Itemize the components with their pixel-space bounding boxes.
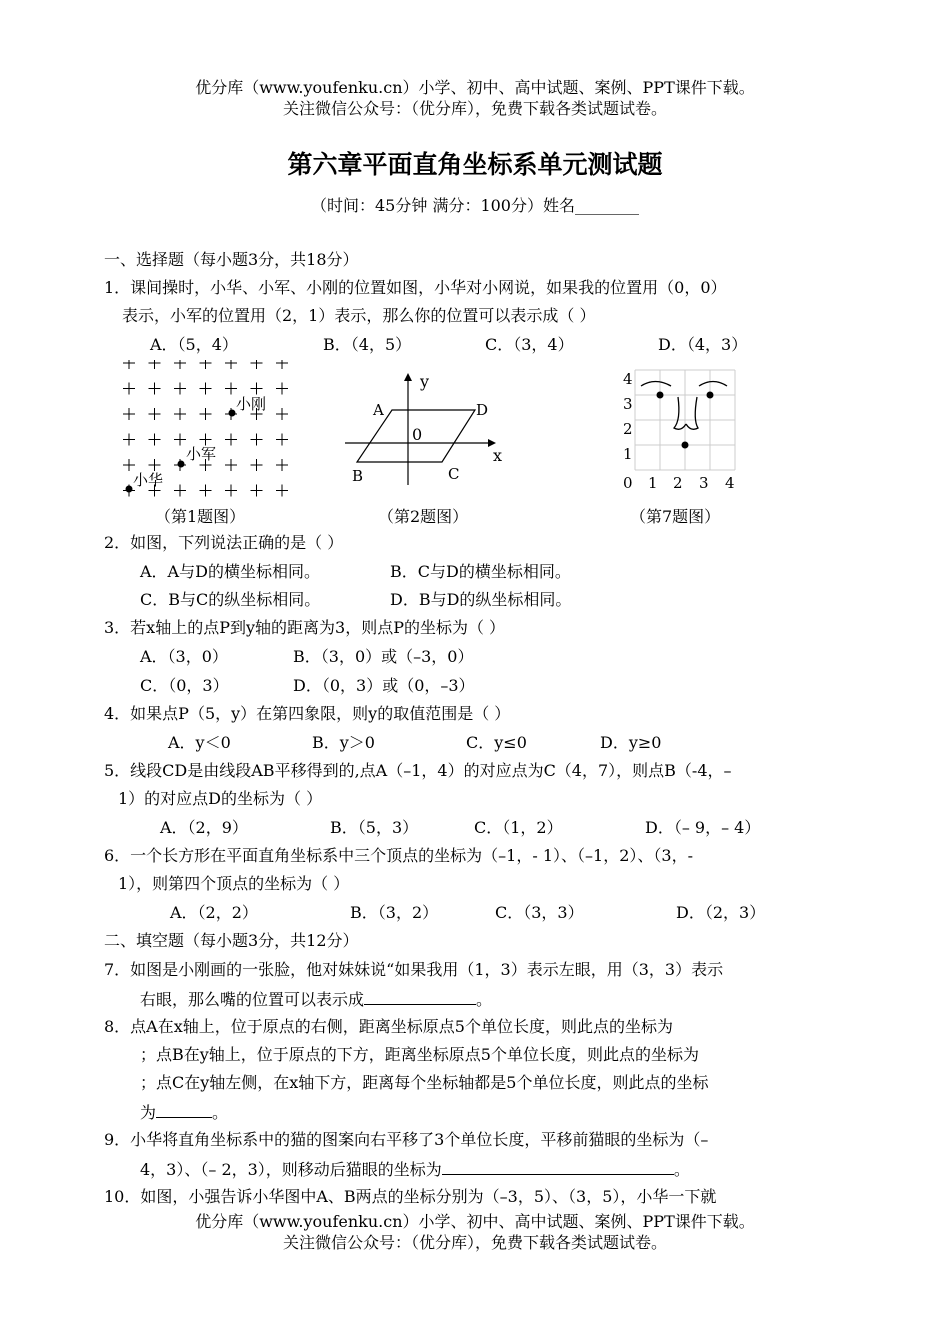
q1-option-b: B．（4，5）	[323, 335, 412, 354]
q8-answer-blank[interactable]	[156, 1101, 212, 1118]
q2-stem: 2．如图，下列说法正确的是（ ）	[104, 533, 344, 552]
q2-option-d: D．B与D的纵坐标相同。	[390, 590, 572, 609]
page-title: 第六章平面直角坐标系单元测试题	[287, 150, 663, 179]
q4-option-a: A．y＜0	[168, 733, 231, 752]
q1-option-c: C．（3，4）	[485, 335, 574, 354]
q3-option-c: C．（0，3）	[140, 676, 229, 695]
footer-line-2: 关注微信公众号：（优分库），免费下载各类试题试卷。	[282, 1233, 667, 1252]
q8-stem-text: 为	[140, 1103, 157, 1122]
y-tick-1: 1	[623, 445, 633, 463]
figure-1-caption: （第1题图）	[155, 507, 246, 526]
q5-stem-line2: 1）的对应点D的坐标为（ ）	[118, 789, 323, 808]
q7-stem-text: 右眼，那么嘴的位置可以表示成	[140, 990, 365, 1009]
footer-line-1: 优分库（www.youfenku.cn）小学、初中、高中试题、案例、PPT课件下载。	[195, 1212, 755, 1231]
figure-7-caption: （第7题图）	[630, 507, 721, 526]
figure-2-caption: （第2题图）	[378, 507, 469, 526]
q6-stem-line1: 6．一个长方形在平面直角坐标系中三个顶点的坐标为（–1，- 1）、（–1，2）、（3，-	[104, 846, 693, 865]
q1-option-a: A．（5，4）	[150, 335, 238, 354]
y-tick-3: 3	[623, 395, 633, 413]
q7-period: 。	[476, 990, 493, 1009]
xiaogang-point	[229, 410, 236, 417]
q2-option-b: B．C与D的横坐标相同。	[390, 562, 571, 581]
xiaogang-label: 小刚	[236, 395, 267, 413]
q6-option-b: B．（3，2）	[350, 903, 439, 922]
q6-option-d: D．（2，3）	[676, 903, 766, 922]
q3-option-a: A．（3，0）	[140, 647, 228, 666]
q1-option-d: D．（4，3）	[658, 335, 748, 354]
xiaohua-label: 小华	[133, 471, 164, 489]
q5-option-d: D．（– 9，– 4）	[645, 818, 761, 837]
q3-option-b: B．（3，0）或（–3，0）	[293, 647, 474, 666]
xiaohua-point	[126, 486, 133, 493]
y-tick-2: 2	[623, 420, 633, 438]
figure-1-grid	[118, 360, 293, 500]
q6-option-a: A．（2，2）	[170, 903, 258, 922]
q5-stem-line1: 5．线段CD是由线段AB平移得到的,点A（–1，4）的对应点为C（4，7），则点B（-4，–	[104, 761, 732, 780]
exam-info: （时间：45分钟 满分：100分）姓名________	[311, 196, 639, 215]
figure-7-face	[615, 362, 750, 497]
q7-stem-line1: 7．如图是小刚画的一张脸，他对妹妹说“如果我用（1，3）表示左眼，用（3，3）表示	[104, 960, 724, 979]
section-fill-heading: 二、填空题（每小题3分，共12分）	[104, 931, 359, 950]
x-tick-4: 4	[725, 474, 735, 492]
q4-option-d: D．y≥0	[600, 733, 662, 752]
q8-stem-line3: ；点C在y轴左侧，在x轴下方，距离每个坐标轴都是5个单位长度，则此点的坐标	[140, 1073, 709, 1092]
left-eye	[657, 392, 664, 399]
q6-stem-line2: 1），则第四个顶点的坐标为（ ）	[118, 874, 350, 893]
q8-stem-line4	[140, 1101, 228, 1123]
q8-stem-line1: 8．点A在x轴上，位于原点的右侧，距离坐标原点5个单位长度，则此点的坐标为	[104, 1017, 673, 1036]
q3-option-d: D．（0，3）或（0，–3）	[293, 676, 475, 695]
q7-answer-blank[interactable]	[364, 988, 476, 1005]
q1-stem-line1: 1．课间操时，小华、小军、小刚的位置如图，小华对小网说，如果我的位置用（0，0）	[104, 278, 727, 297]
q3-stem: 3．若x轴上的点P到y轴的距离为3，则点P的坐标为（ ）	[104, 618, 506, 637]
header-line-2: 关注微信公众号：（优分库），免费下载各类试题试卷。	[282, 99, 667, 118]
q4-stem: 4．如果点P（5，y）在第四象限，则y的取值范围是（ ）	[104, 704, 511, 723]
right-eye	[707, 392, 714, 399]
y-tick-4: 4	[623, 370, 633, 388]
section-choice-heading: 一、选择题（每小题3分，共18分）	[104, 250, 359, 269]
q6-option-c: C．（3，3）	[495, 903, 584, 922]
x-axis-label: x	[493, 446, 503, 465]
x-tick-0: 0	[623, 474, 633, 492]
x-tick-3: 3	[699, 474, 709, 492]
q8-stem-line2: ；点B在y轴上，位于原点的下方，距离坐标原点5个单位长度，则此点的坐标为	[140, 1045, 699, 1064]
mouth-point	[682, 442, 689, 449]
q4-option-c: C．y≤0	[466, 733, 527, 752]
q1-stem-line2: 表示，小军的位置用（2，1）表示，那么你的位置可以表示成（ ）	[122, 306, 596, 325]
origin-label: 0	[412, 425, 423, 444]
q5-option-c: C．（1，2）	[474, 818, 563, 837]
q10-stem-line1: 10．如图，小强告诉小华图中A、B两点的坐标分别为（–3，5）、（3，5），小华一下就	[104, 1187, 717, 1206]
point-c-label: C	[448, 465, 460, 483]
q9-period: 。	[673, 1160, 690, 1179]
y-axis-label: y	[420, 372, 430, 391]
figure-2-parallelogram	[340, 365, 520, 495]
point-b-label: B	[352, 467, 364, 485]
q9-stem-text: 4，3）、（– 2，3），则移动后猫眼的坐标为	[140, 1160, 442, 1179]
q9-stem-line1: 9．小华将直角坐标系中的猫的图案向右平移了3个单位长度，平移前猫眼的坐标为（–	[104, 1130, 709, 1149]
q2-option-a: A．A与D的横坐标相同。	[140, 562, 320, 581]
q9-stem-line2	[140, 1158, 690, 1180]
xiaojun-label: 小军	[186, 445, 217, 463]
header-line-1: 优分库（www.youfenku.cn）小学、初中、高中试题、案例、PPT课件下载。	[195, 78, 755, 97]
q5-option-a: A．（2，9）	[160, 818, 248, 837]
q9-answer-blank[interactable]	[442, 1158, 674, 1175]
q8-period: 。	[212, 1103, 229, 1122]
x-tick-1: 1	[648, 474, 658, 492]
q4-option-b: B．y＞0	[312, 733, 375, 752]
q7-stem-line2	[140, 988, 492, 1010]
point-d-label: D	[476, 401, 489, 419]
q2-option-c: C．B与C的纵坐标相同。	[140, 590, 321, 609]
point-a-label: A	[373, 401, 384, 419]
q5-option-b: B．（5，3）	[330, 818, 419, 837]
x-tick-2: 2	[673, 474, 683, 492]
xiaojun-point	[178, 461, 185, 468]
